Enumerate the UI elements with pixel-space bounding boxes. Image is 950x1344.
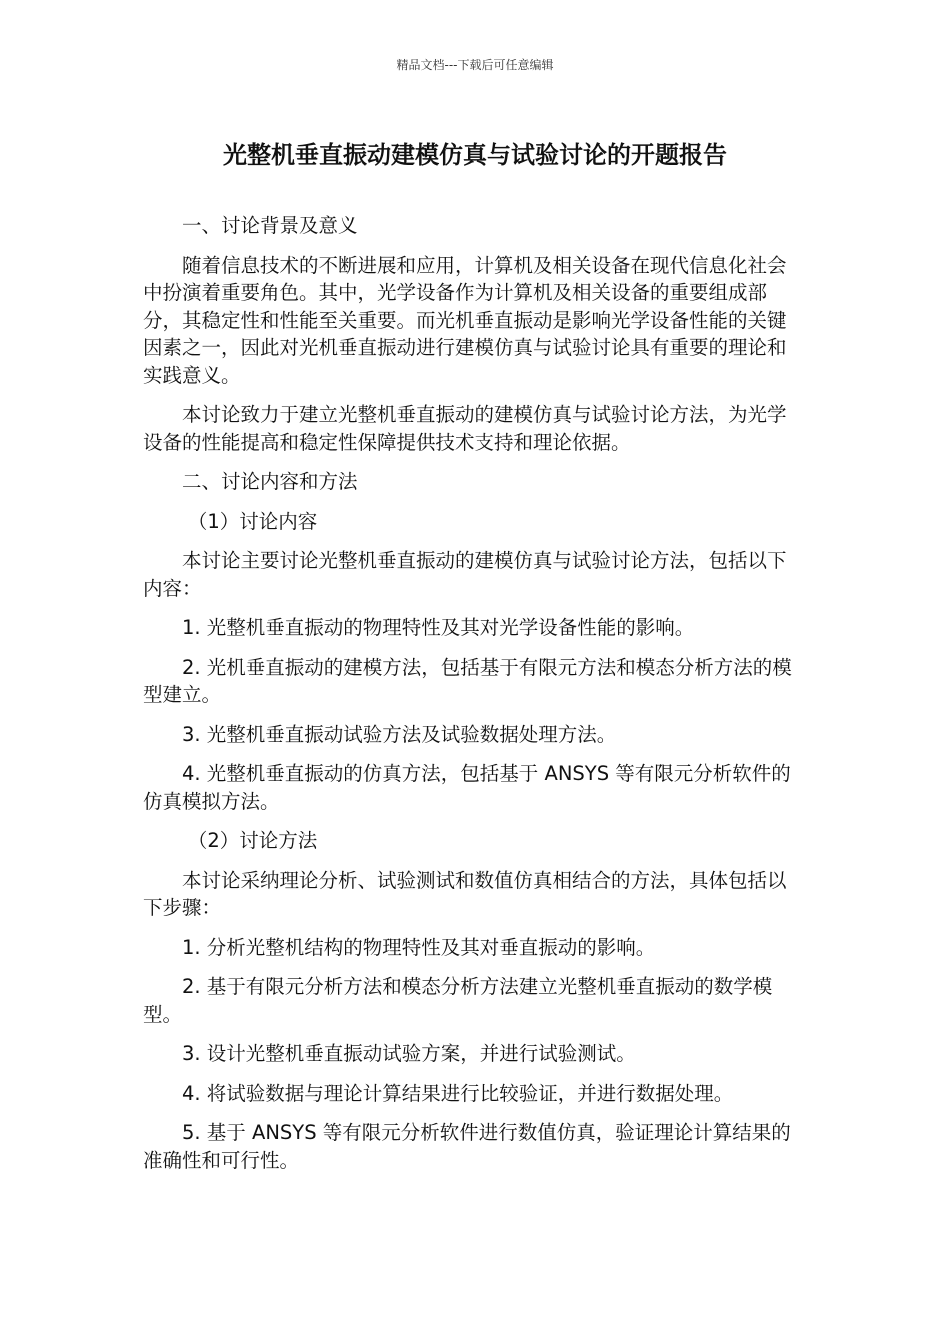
list-item: 1. 光整机垂直振动的物理特性及其对光学设备性能的影响。 (182, 616, 695, 639)
list-item: 2. 光机垂直振动的建模方法，包括基于有限元方法和模态分析方法的模型建立。 (143, 655, 792, 706)
list-item: 5. 基于 ANSYS 等有限元分析软件进行数值仿真，验证理论计算结果的准确性和可行性。 (143, 1121, 791, 1172)
document-title: 光整机垂直振动建模仿真与试验讨论的开题报告 (223, 141, 727, 169)
subheading-method: （2）讨论方法 (187, 829, 318, 852)
paragraph-content-intro: 本讨论主要讨论光整机垂直振动的建模仿真与试验讨论方法，包括以下内容： (143, 549, 787, 600)
paragraph-background: 随着信息技术的不断进展和应用，计算机及相关设备在现代信息化社会中扮演着重要角色。其中，光学设备作为计算机及相关设备的重要组成部分，其稳定性和性能至关重要。而光机垂直振动是影响光学设备性能的关键因素之一，因此对光机垂直振动进行建模仿真与试验讨论具有重要的理论和实践意义。 (143, 253, 787, 387)
section-heading-content-method: 二、讨论内容和方法 (182, 470, 358, 493)
list-item: 2. 基于有限元分析方法和模态分析方法建立光整机垂直振动的数学模型。 (143, 975, 773, 1026)
list-item: 3. 设计光整机垂直振动试验方案，并进行试验测试。 (182, 1042, 636, 1065)
paragraph-method-intro: 本讨论采纳理论分析、试验测试和数值仿真相结合的方法，具体包括以下步骤： (143, 868, 787, 919)
list-item: 1. 分析光整机结构的物理特性及其对垂直振动的影响。 (182, 935, 656, 959)
list-item: 4. 光整机垂直振动的仿真方法，包括基于 ANSYS 等有限元分析软件的仿真模拟方法。 (143, 762, 791, 813)
page-header: 精品文档---下载后可任意编辑 (396, 58, 554, 72)
list-item: 3. 光整机垂直振动试验方法及试验数据处理方法。 (182, 722, 617, 746)
subheading-content: （1）讨论内容 (187, 509, 318, 533)
document-body (143, 212, 803, 1186)
paragraph-goal: 本讨论致力于建立光整机垂直振动的建模仿真与试验讨论方法，为光学设备的性能提高和稳定性保障提供技术支持和理论依据。 (143, 403, 787, 454)
section-heading-background: 一、讨论背景及意义 (182, 214, 358, 237)
list-item: 4. 将试验数据与理论计算结果进行比较验证，并进行数据处理。 (182, 1081, 734, 1105)
